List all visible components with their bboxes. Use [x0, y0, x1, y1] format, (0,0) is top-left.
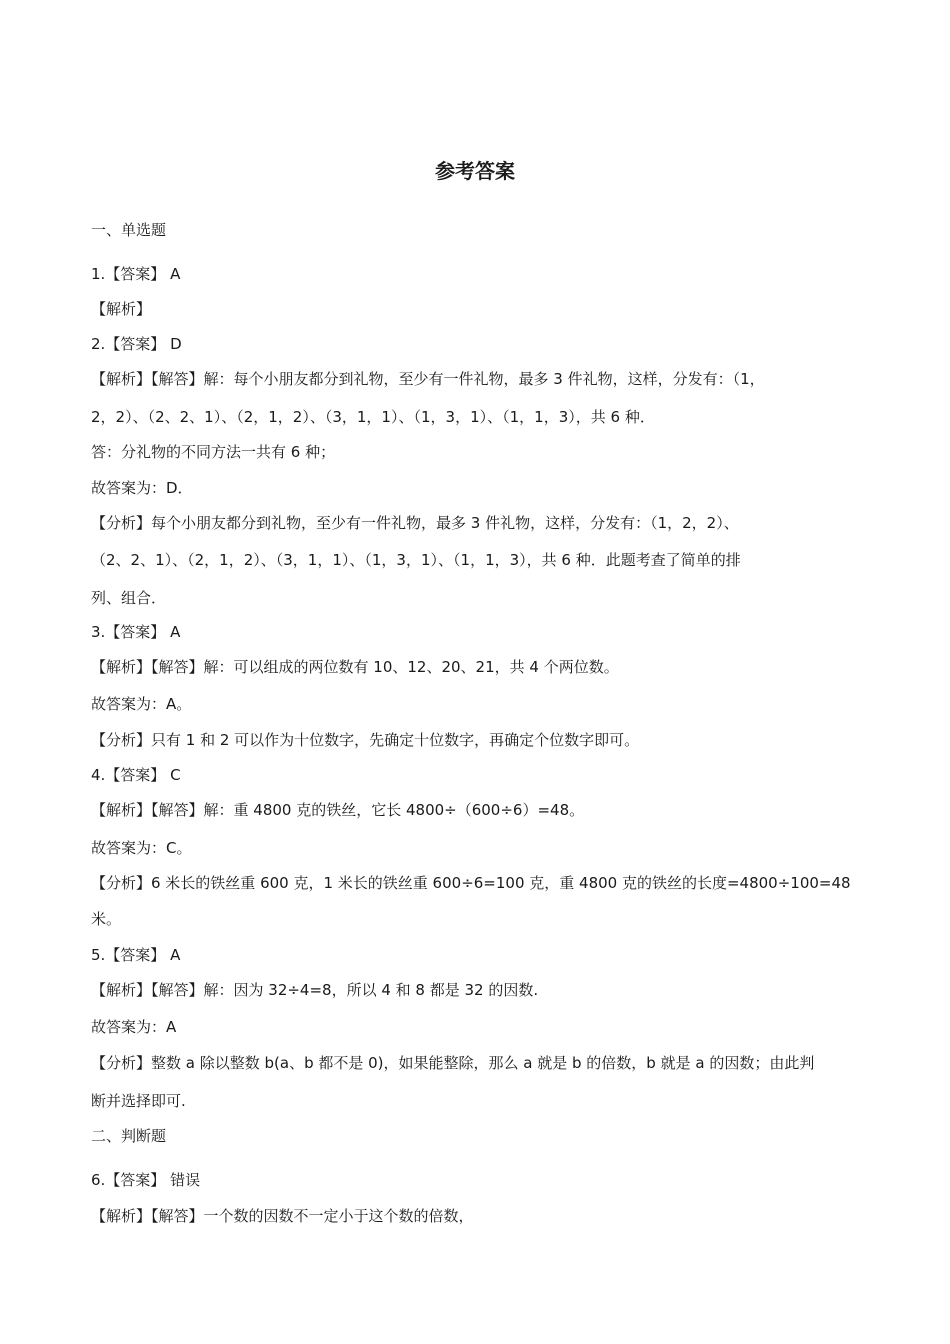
answer-2: 2.【答案】 D: [91, 335, 182, 353]
answer-1: 1.【答案】 A: [91, 265, 181, 283]
answer-6: 6.【答案】 错误: [91, 1171, 201, 1189]
analysis-4-line-3: 【分析】6 米长的铁丝重 600 克，1 米长的铁丝重 600÷6=100 克，重 4800 克的铁丝的长度=4800÷100=48: [91, 874, 851, 892]
answer-4: 4.【答案】 C: [91, 766, 181, 784]
answer-3: 3.【答案】 A: [91, 623, 181, 641]
analysis-3-line-1: 【解析】【解答】解：可以组成的两位数有 10、12、20、21，共 4 个两位数。: [91, 658, 619, 676]
section-heading-single-choice: 一、单选题: [91, 221, 167, 239]
section-heading-true-false: 二、判断题: [91, 1127, 167, 1145]
analysis-4-line-2: 故答案为：C。: [91, 839, 192, 857]
analysis-2-line-3: 答：分礼物的不同方法一共有 6 种；: [91, 443, 336, 461]
analysis-5-line-2: 故答案为：A: [91, 1018, 177, 1036]
answer-5: 5.【答案】 A: [91, 946, 181, 964]
analysis-2-line-4: 故答案为：D．: [91, 479, 193, 497]
analysis-5-line-1: 【解析】【解答】解：因为 32÷4=8，所以 4 和 8 都是 32 的因数.: [91, 981, 539, 999]
analysis-1: 【解析】: [91, 300, 152, 318]
analysis-2-line-7: 列、组合．: [91, 589, 167, 607]
analysis-4-line-1: 【解析】【解答】解：重 4800 克的铁丝，它长 4800÷（600÷6）=48。: [91, 801, 585, 819]
analysis-2-line-2: 2，2）、（2、2、1）、（2，1，2）、（3，1，1）、（1，3，1）、（1，1，3），共 6 种．: [91, 408, 655, 426]
analysis-2-line-6: （2、2、1）、（2，1，2）、（3，1，1）、（1，3，1）、（1，1，3），共 6 种．此题考查了简单的排: [91, 551, 741, 569]
analysis-3-line-3: 【分析】只有 1 和 2 可以作为十位数字，先确定十位数字，再确定个位数字即可。: [91, 731, 640, 749]
analysis-2-line-1: 【解析】【解答】解：每个小朋友都分到礼物，至少有一件礼物，最多 3 件礼物，这样，分发有：（1，: [91, 370, 765, 388]
analysis-6-line-1: 【解析】【解答】一个数的因数不一定小于这个数的倍数，: [91, 1207, 474, 1225]
analysis-3-line-2: 故答案为：A。: [91, 695, 192, 713]
analysis-4-line-4: 米。: [91, 910, 122, 928]
analysis-2-line-5: 【分析】每个小朋友都分到礼物，至少有一件礼物，最多 3 件礼物，这样，分发有：（1，2，2）、: [91, 514, 739, 532]
analysis-5-line-3: 【分析】整数 a 除以整数 b(a、b 都不是 0)，如果能整除，那么 a 就是 b 的倍数，b 就是 a 的因数；由此判: [91, 1054, 815, 1072]
analysis-5-line-4: 断并选择即可.: [91, 1092, 186, 1110]
page-title: 参考答案: [435, 159, 515, 183]
